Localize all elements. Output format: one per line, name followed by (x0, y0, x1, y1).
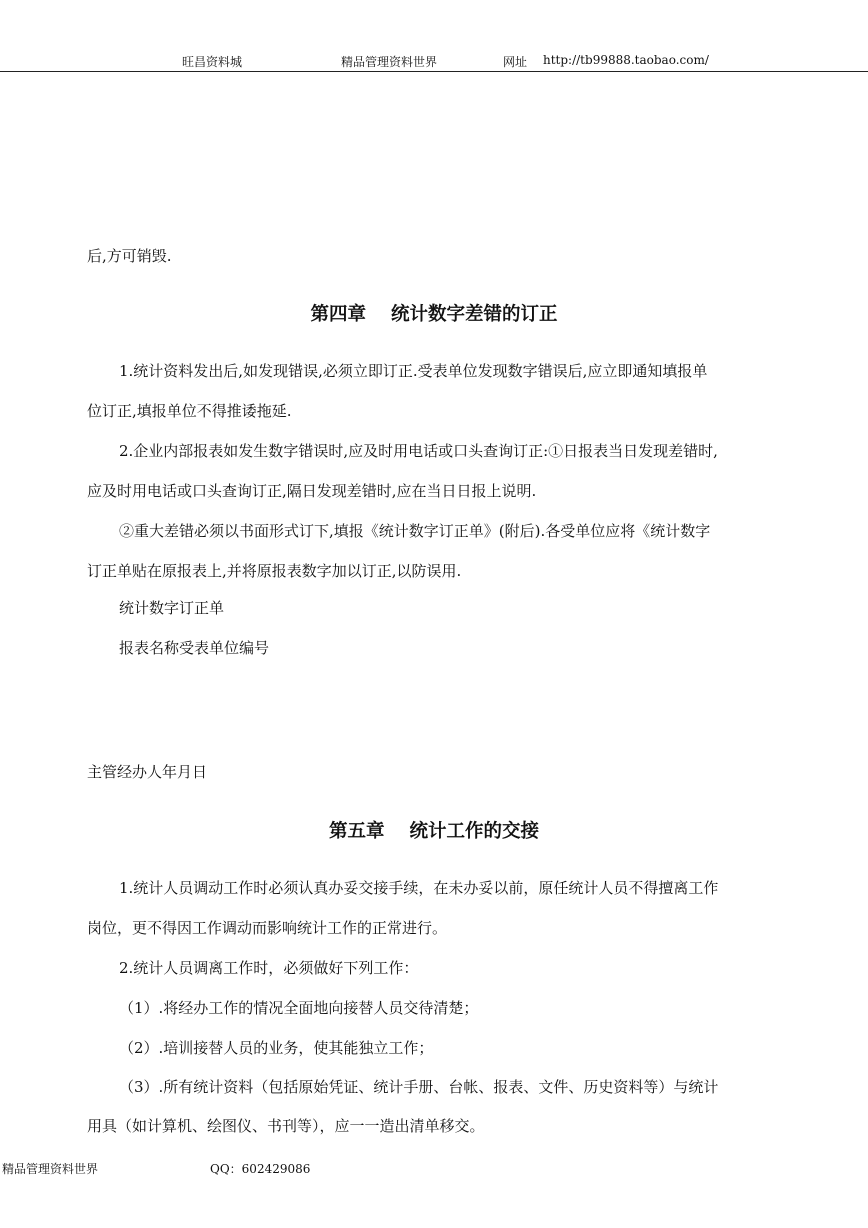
chapter-4-heading: 第四章 统计数字差错的订正 (310, 304, 558, 325)
ch5-list-item-3-line-1: （3）.所有统计资料（包括原始凭证、统计手册、台帐、报表、文件、历史资料等）与统计 (119, 1078, 719, 1096)
ch4-paragraph-3-line-2: 订正单贴在原报表上,并将原报表数字加以订正,以防误用. (87, 562, 462, 580)
header-url-label: 网址 (503, 55, 528, 69)
header-shop-name: 旺昌资料城 (182, 55, 243, 69)
ch4-paragraph-2-line-2: 应及时用电话或口头查询订正,隔日发现差错时,应在当日日报上说明. (87, 482, 537, 500)
footer-qq: QQ：602429086 (210, 1162, 311, 1176)
ch5-paragraph-2: 2.统计人员调离工作时，必须做好下列工作： (119, 959, 419, 977)
form-fields: 报表名称受表单位编号 (119, 639, 270, 657)
ch4-paragraph-3-line-1: ②重大差错必须以书面形式订下,填报《统计数字订正单》(附后).各受单位应将《统计数字 (119, 522, 711, 540)
chapter-5-heading: 第五章 统计工作的交接 (329, 821, 539, 842)
ch5-list-item-1: （1）.将经办工作的情况全面地向接替人员交待清楚； (119, 999, 479, 1017)
ch5-list-item-2: （2）.培训接替人员的业务，使其能独立工作； (119, 1039, 434, 1057)
header-divider (0, 71, 868, 72)
ch5-list-item-3-line-2: 用具（如计算机、绘图仪、书刊等），应一一造出清单移交。 (87, 1117, 485, 1135)
ch5-paragraph-1-line-1: 1.统计人员调动工作时必须认真办妥交接手续，在未办妥以前，原任统计人员不得擅离工作 (119, 879, 719, 897)
form-title: 统计数字订正单 (119, 599, 225, 617)
ch4-paragraph-1-line-1: 1.统计资料发出后,如发现错误,必须立即订正.受表单位发现数字错误后,应立即通知填报单 (119, 362, 708, 380)
ch4-paragraph-1-line-2: 位订正,填报单位不得推诿拖延. (87, 402, 292, 420)
continuation-text: 后,方可销毁. (87, 247, 172, 265)
footer-slogan: 精品管理资料世界 (2, 1162, 99, 1176)
header-url-link[interactable]: http://tb99888.taobao.com/ (543, 53, 709, 67)
form-signature-line: 主管经办人年月日 (87, 763, 208, 781)
ch5-paragraph-1-line-2: 岗位，更不得因工作调动而影响统计工作的正常进行。 (87, 919, 448, 937)
header-slogan: 精品管理资料世界 (341, 55, 438, 69)
ch4-paragraph-2-line-1: 2.企业内部报表如发生数字错误时,应及时用电话或口头查询订正:①日报表当日发现差错时, (119, 442, 718, 460)
